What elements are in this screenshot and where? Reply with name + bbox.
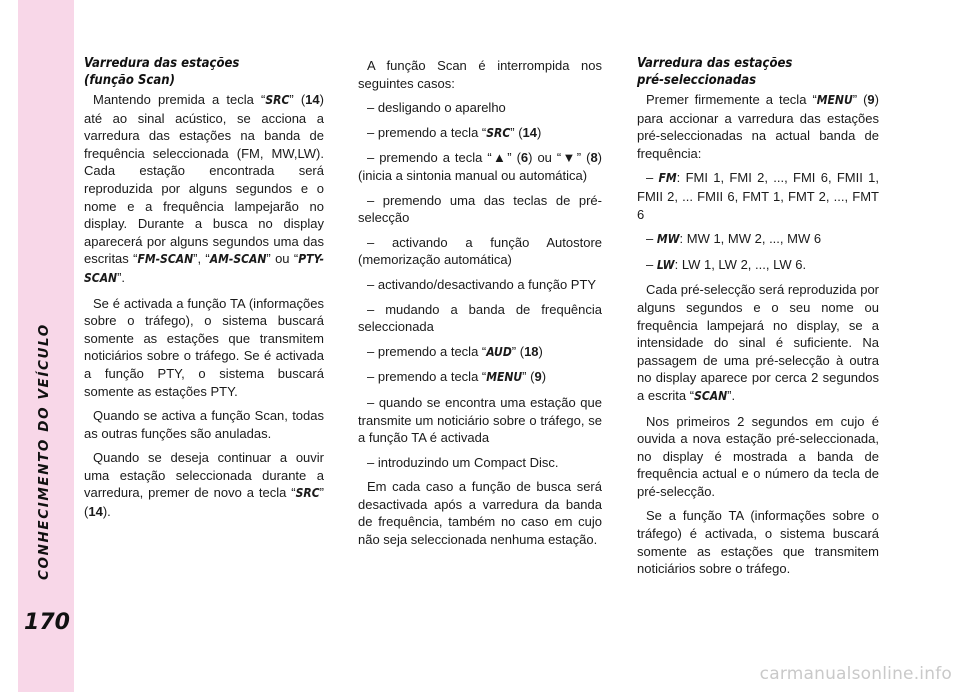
key-label: MENU [486,370,523,385]
list-item: – mudando a banda de frequência seleccionada [358,301,602,335]
paragraph: Quando se activa a função Scan, todas as outras funções são anuladas. [84,408,324,441]
heading-line-2: (função Scan) [84,73,175,88]
list-item: – FM: FMI 1, FMI 2, ..., FMI 6, FMII 1, FMII 2, ... FMII 6, FMT 1, FMT 2, ..., FMT 6 [637,170,880,222]
list-item: – desligando o aparelho [367,100,506,116]
list-item: – LW: LW 1, LW 2, ..., LW 6. [646,256,807,272]
column-1 [84,55,324,528]
arrow-down-icon: ▼ [561,150,577,166]
display-text: PTY-SCAN [84,252,324,285]
list-item: – MW: MW 1, MW 2, ..., MW 6 [646,231,822,247]
section-title: CONHECIMENTO DO VEÍCULO [36,323,52,580]
heading-presets-scan [637,55,879,89]
key-number: 9 [534,369,542,385]
paragraph: Se é activada a função TA (informações sobre o tráfego), o sistema buscará somente as estações que transmitem noticiários sobre o tráfego. Se é activada a função PTY, o sistema buscará somente as estações PTY. [84,295,324,399]
heading-line-1: Varredura das estações [84,56,240,71]
heading-line-1: Varredura das estações [637,56,793,71]
key-number: 14 [88,504,103,520]
key-label: SRC [486,125,511,140]
list-item: – premendo a tecla “▲” (6) ou “▼” (8) (inicia a sintonia manual ou automática) [358,150,603,183]
display-text: FM-SCAN [137,252,194,267]
list-item: – premendo a tecla “SRC” (14) [367,124,542,140]
list-item: – premendo a tecla “AUD” (18) [367,343,543,359]
display-text: SCAN [694,388,728,403]
list-item: – premendo a tecla “MENU” (9) [367,369,547,385]
heading-scan [84,55,324,89]
band-label: MW [656,232,680,247]
key-label: MENU [816,93,853,107]
key-number: 9 [867,92,875,107]
key-label: AUD [486,344,512,359]
column-3 [637,55,879,585]
key-label: SRC [295,486,320,501]
heading-line-2: pré-seleccionadas [637,73,757,88]
key-number: 14 [522,124,537,140]
key-number: 18 [524,343,539,359]
band-label: FM [658,171,677,186]
page-number: 170 [24,610,70,635]
paragraph: Mantendo premida a tecla “SRC” (14) até ao sinal acústico, se acciona a varredura das estações na banda de frequência seleccionada (FM, MW,LW). Cada estação encontrada será reproduzida por alguns segundos e o nome e a frequência lampejarão no display. Durante a busca no display aparecerá por alguns segundos uma das escritas “FM-SCAN”, “AM-SCAN” ou “PTY-SCAN”. [84,92,324,285]
paragraph: Premer firmemente a tecla “MENU” (9) para accionar a varredura das estações pré-seleccionadas na actual banda de frequência: [637,92,879,161]
band-label: LW [656,257,675,272]
arrow-up-icon: ▲ [491,150,508,166]
list-item: – introduzindo um Compact Disc. [367,454,559,470]
key-label: SRC [265,93,290,107]
list-item: – quando se encontra uma estação que transmite um noticiário sobre o tráfego, se a função TA é activada [358,394,602,446]
paragraph: Cada pré-selecção será reproduzida por alguns segundos e o seu nome ou frequência lampejará no display, se a intensidade do sinal é suficiente. Na passagem de uma pré-selecção à outra no display aparece por cerca 2 segundos a escrita “SCAN”. [637,282,879,403]
key-number: 6 [520,150,529,166]
key-number: 14 [305,92,320,107]
list-item: – activando a função Autostore (memorização automática) [358,234,602,268]
key-number: 8 [590,150,598,166]
list-item: – premendo uma das teclas de pré-selecção [358,192,602,226]
watermark: carmanualsonline.info [759,664,952,684]
paragraph: Nos primeiros 2 segundos em cujo é ouvida a nova estação pré-seleccionada, no display é mostrada a banda de frequência actual e o número da tecla de pré-selecção. [637,413,879,499]
paragraph: A função Scan é interrompida nos seguintes casos: [358,58,602,91]
display-text: AM-SCAN [209,252,267,267]
column-2 [358,57,602,556]
paragraph: Se a função TA (informações sobre o tráfego) é activada, o sistema buscará somente as estações que transmitem noticiários sobre o tráfego. [637,508,879,577]
paragraph: Em cada caso a função de busca será desactivada após a varredura da banda de frequência, também no caso em cujo não seja seleccionada nenhuma estação. [358,479,602,548]
paragraph: Quando se deseja continuar a ouvir uma estação seleccionada durante a varredura, premer de novo a tecla “SRC” (14). [84,450,324,520]
list-item: – activando/desactivando a função PTY [367,276,597,292]
